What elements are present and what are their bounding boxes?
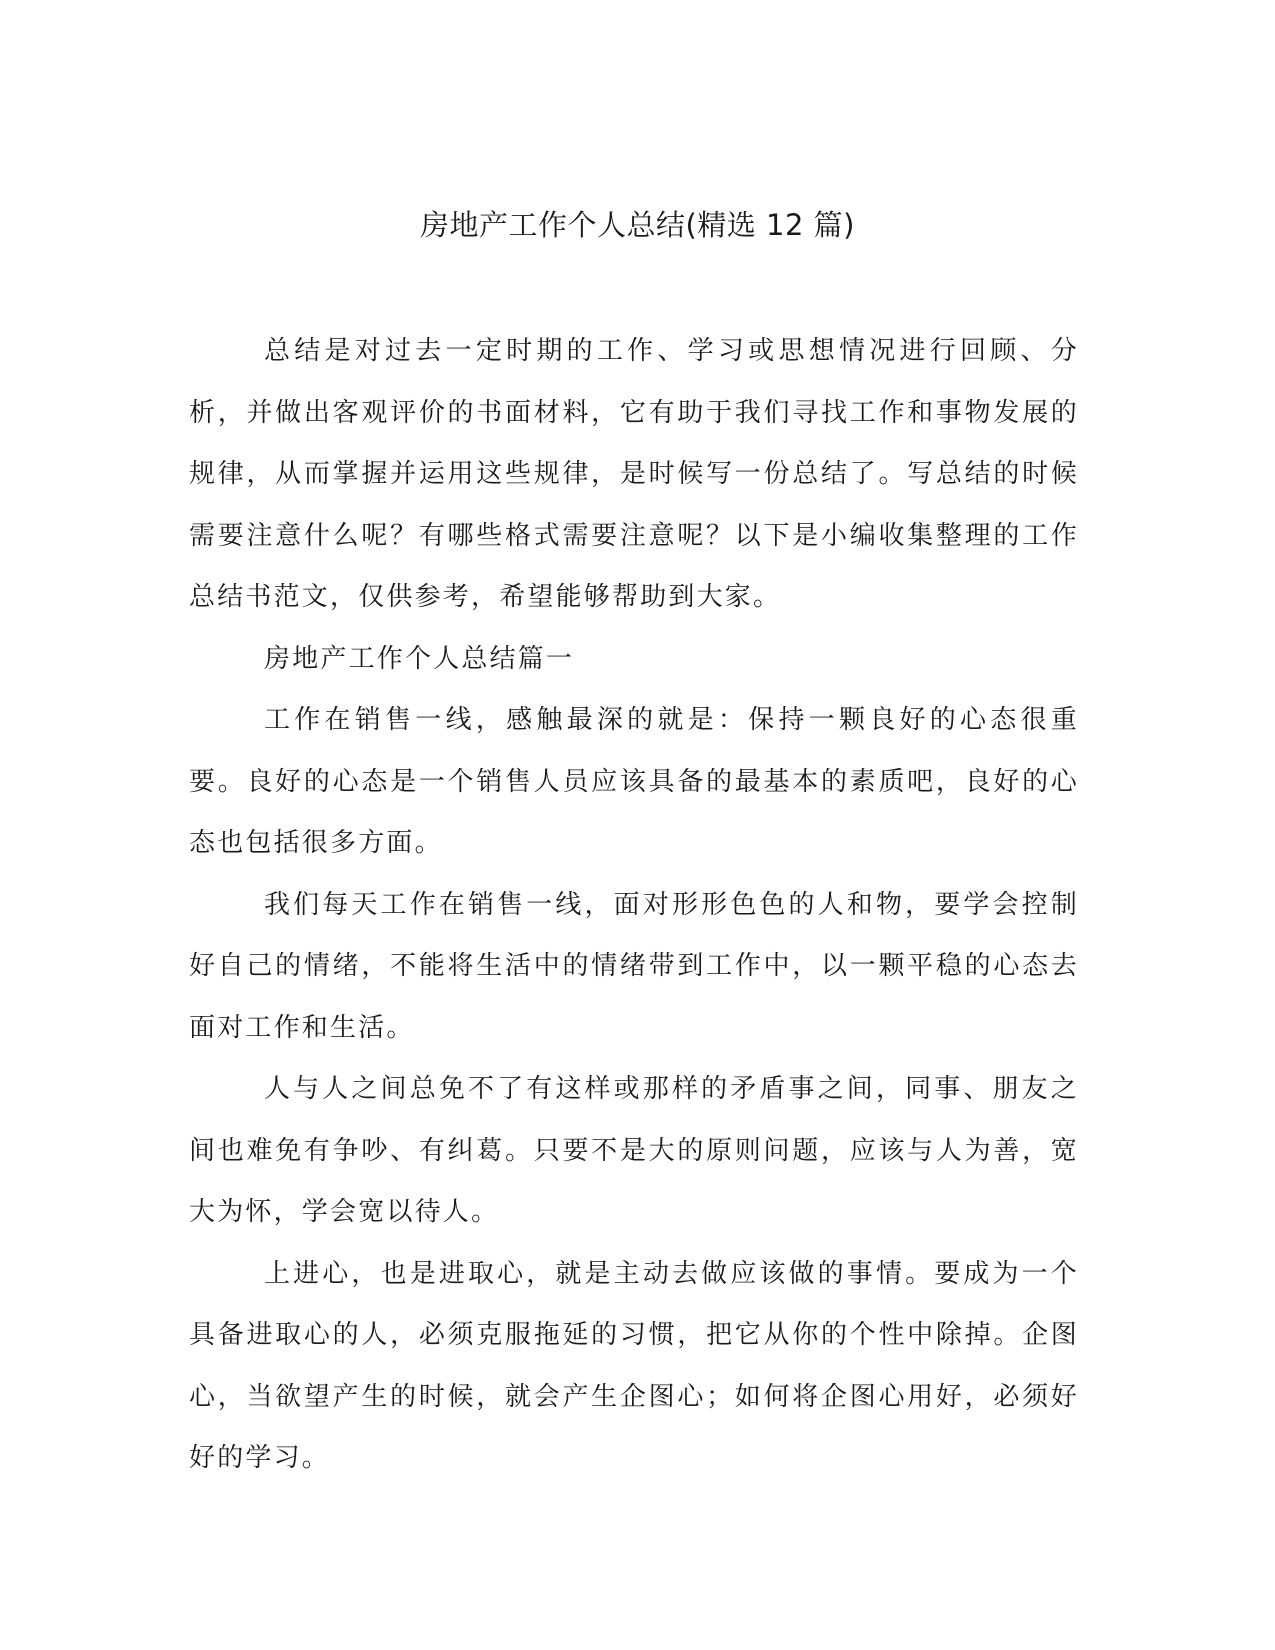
body-paragraph: 工作在销售一线，感触最深的就是：保持一颗良好的心态很重要。良好的心态是一个销售人员应该具备的最基本的素质吧，良好的心态也包括很多方面。 [189, 705, 1079, 858]
body-paragraph: 上进心，也是进取心，就是主动去做应该做的事情。要成为一个具备进取心的人，必须克服拖延的习惯，把它从你的个性中除掉。企图心，当欲望产生的时候，就会产生企图心；如何将企图心用好，必须好好的学习。 [189, 1258, 1079, 1473]
body-paragraph: 我们每天工作在销售一线，面对形形色色的人和物，要学会控制好自己的情绪，不能将生活中的情绪带到工作中，以一颗平稳的心态去面对工作和生活。 [189, 889, 1079, 1043]
document-body [189, 321, 1079, 1490]
section-heading: 房地产工作个人总结篇一 [264, 643, 575, 674]
intro-paragraph: 总结是对过去一定时期的工作、学习或思想情况进行回顾、分析，并做出客观评价的书面材料，它有助于我们寻找工作和事物发展的规律，从而掌握并运用这些规律，是时候写一份总结了。写总结的时候需要注意什么呢？有哪些格式需要注意呢？以下是小编收集整理的工作总结书范文，仅供参考，希望能够帮助到大家。 [189, 336, 1079, 612]
body-paragraph: 人与人之间总免不了有这样或那样的矛盾事之间，同事、朋友之间也难免有争吵、有纠葛。只要不是大的原则问题，应该与人为善，宽大为怀，学会宽以待人。 [189, 1074, 1079, 1227]
document-title: 房地产工作个人总结(精选 12 篇) [420, 208, 855, 242]
